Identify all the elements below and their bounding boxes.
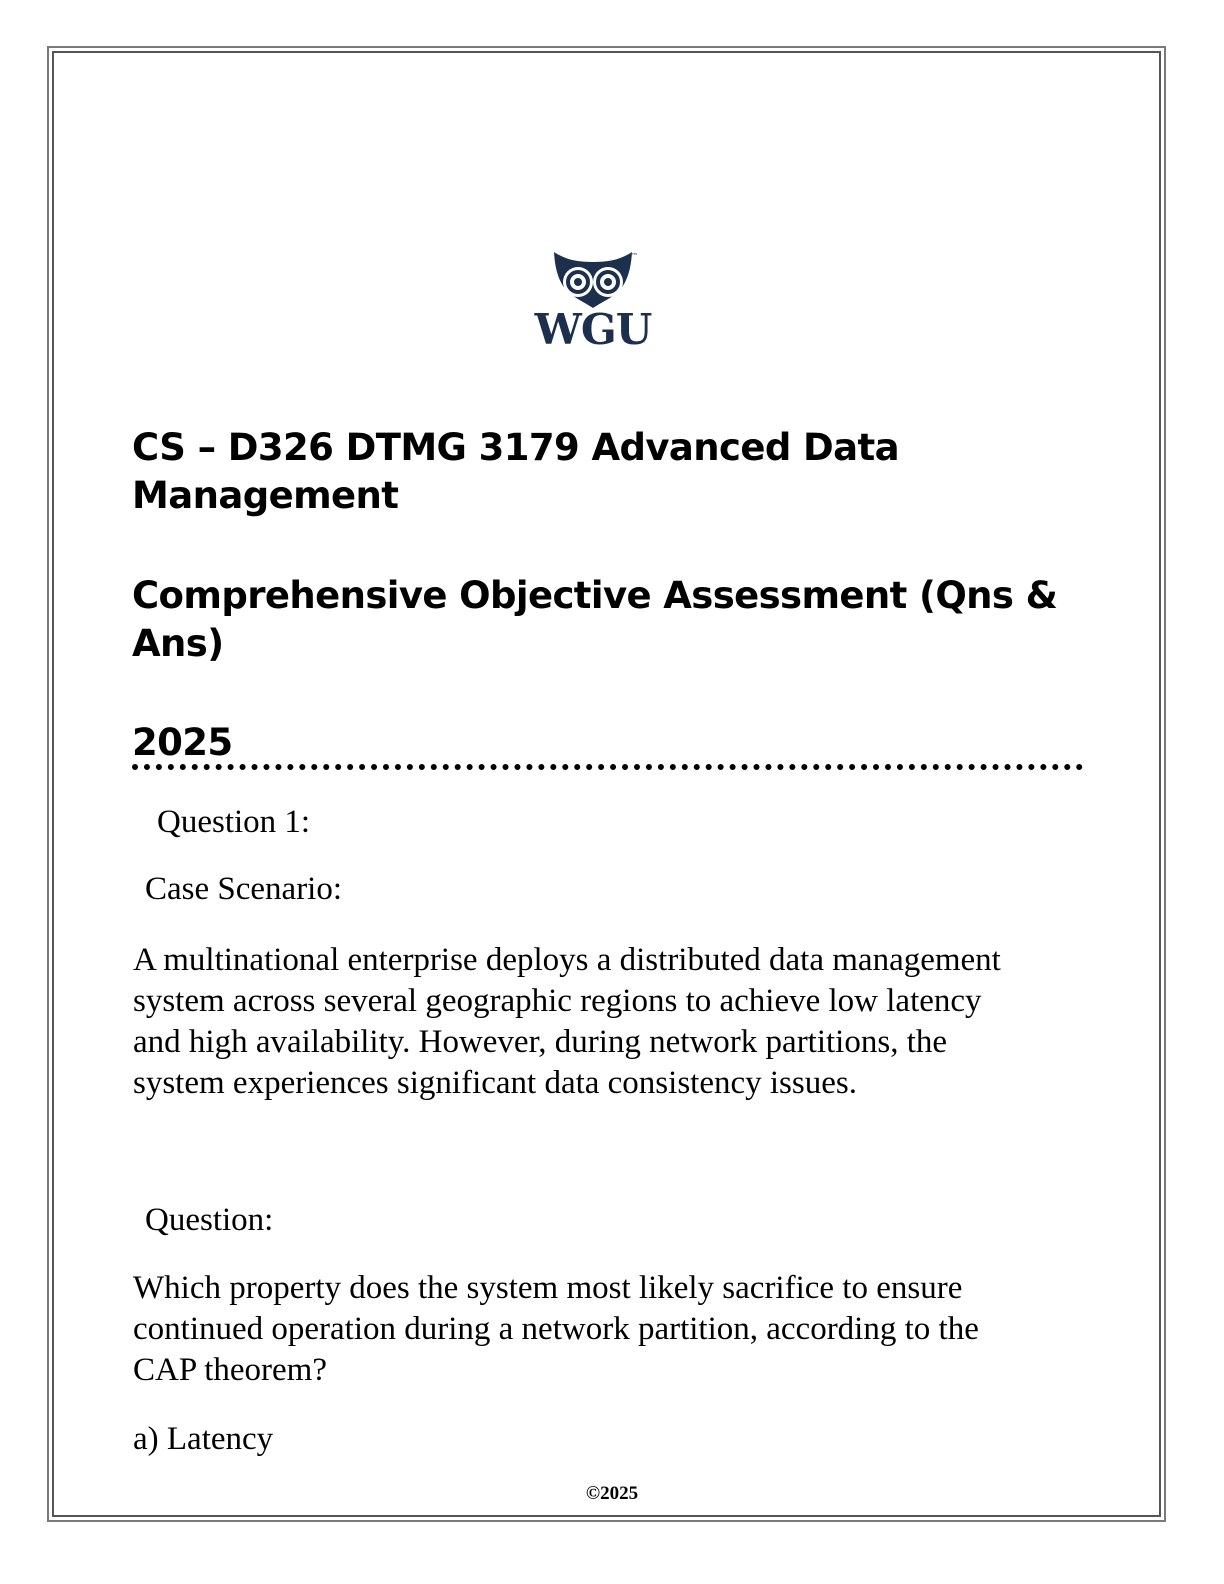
scenario-line: and high availability. However, during network partitions, the [133,1024,948,1060]
scenario-line: A multinational enterprise deploys a distributed data management [133,942,1001,978]
question-line: CAP theorem? [133,1352,327,1388]
assessment-year: 2025 [132,721,233,764]
question-text [133,1268,1093,1391]
scenario-line: system experiences significant data consistency issues. [133,1065,857,1101]
question-line: continued operation during a network partition, according to the [133,1311,979,1347]
question-number: Question 1: [157,804,311,840]
footer-copyright: ©2025 [585,1483,639,1504]
logo-wordmark: WGU [534,305,652,354]
answer-option-a: a) Latency [133,1421,274,1457]
question-line: Which property does the system most likely sacrifice to ensure [133,1270,963,1306]
assessment-title [132,572,1072,668]
owl-icon [528,238,658,363]
wgu-logo [528,238,658,363]
course-title-line-1: CS – D326 DTMG 3179 Advanced Data [132,426,899,469]
case-scenario-label: Case Scenario: [145,871,343,907]
trademark-symbol: ™ [631,252,638,260]
case-scenario-text [133,940,1093,1104]
course-title [132,424,1032,520]
dotted-divider [132,764,1083,770]
assessment-title-line-1: Comprehensive Objective Assessment (Qns & [132,574,1058,617]
course-title-line-2: Management [132,474,399,517]
scenario-line: system across several geographic regions to achieve low latency [133,983,982,1019]
question-label: Question: [145,1202,274,1238]
assessment-title-line-2: Ans) [132,622,224,665]
